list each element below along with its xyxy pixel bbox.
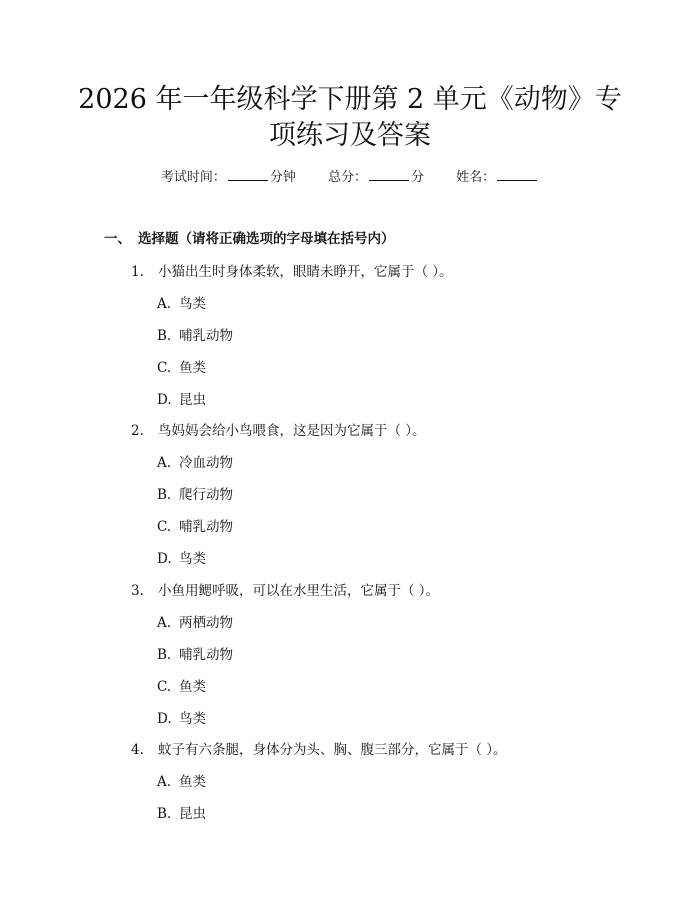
option-letter: C. <box>157 679 172 695</box>
option-letter: C. <box>157 360 172 376</box>
question-1-option-c <box>157 358 206 378</box>
question-2-option-d <box>157 549 206 569</box>
exam-time-blank <box>228 168 268 181</box>
option-letter: B. <box>157 328 172 344</box>
option-text: 鱼类 <box>179 360 206 376</box>
option-text: 鱼类 <box>179 774 206 790</box>
question-2-option-a <box>157 453 233 473</box>
total-score-blank <box>369 168 409 181</box>
question-text: 蚊子有六条腿，身体分为头、胸、腹三部分，它属于（ ）。 <box>158 742 507 758</box>
question-3-option-b <box>157 645 233 665</box>
question-number: 1. <box>131 264 144 280</box>
question-4-option-b <box>157 804 206 824</box>
total-score-unit: 分 <box>411 170 425 185</box>
option-text: 鱼类 <box>179 679 206 695</box>
option-text: 冷血动物 <box>179 455 233 471</box>
question-3-option-c <box>157 677 206 697</box>
question-number: 4. <box>131 742 144 758</box>
option-letter: D. <box>157 392 172 408</box>
question-text: 小猫出生时身体柔软，眼睛未睁开，它属于（ ）。 <box>158 264 453 280</box>
option-text: 鸟类 <box>179 711 206 727</box>
option-letter: B. <box>157 487 172 503</box>
question-3 <box>131 581 439 601</box>
option-letter: A. <box>157 774 172 790</box>
section-number: 一、 <box>104 231 131 247</box>
total-score-label: 总分： <box>327 170 367 185</box>
option-text: 爬行动物 <box>179 487 233 503</box>
student-name-label: 姓名： <box>456 170 496 185</box>
option-text: 哺乳动物 <box>179 519 233 535</box>
option-text: 昆虫 <box>179 806 206 822</box>
option-letter: A. <box>157 296 172 312</box>
question-2-option-b <box>157 485 233 505</box>
option-text: 两栖动物 <box>179 615 233 631</box>
question-1-option-d <box>157 390 206 410</box>
question-3-option-a <box>157 613 233 633</box>
exam-time-label: 考试时间： <box>160 170 226 185</box>
option-text: 鸟类 <box>179 296 206 312</box>
option-letter: C. <box>157 519 172 535</box>
option-letter: A. <box>157 455 172 471</box>
question-1-option-b <box>157 326 233 346</box>
question-2-option-c <box>157 517 233 537</box>
option-letter: D. <box>157 711 172 727</box>
question-4 <box>131 740 507 760</box>
option-letter: B. <box>157 647 172 663</box>
question-1 <box>131 262 453 282</box>
document-title-line-1: 2026 年一年级科学下册第 2 单元《动物》专 <box>78 84 622 115</box>
option-text: 哺乳动物 <box>179 647 233 663</box>
question-number: 2. <box>131 423 144 439</box>
option-letter: B. <box>157 806 172 822</box>
student-name <box>456 170 539 185</box>
question-2 <box>131 421 426 441</box>
question-text: 鸟妈妈会给小鸟喂食，这是因为它属于（ ）。 <box>158 423 426 439</box>
section-heading <box>104 229 395 249</box>
question-number: 3. <box>131 583 144 599</box>
section-title: 选择题（请将正确选项的字母填在括号内） <box>138 231 395 247</box>
option-text: 哺乳动物 <box>179 328 233 344</box>
student-name-blank <box>497 168 537 181</box>
option-text: 鸟类 <box>179 551 206 567</box>
question-3-option-d <box>157 709 206 729</box>
total-score <box>328 170 424 185</box>
option-letter: D. <box>157 551 172 567</box>
question-4-option-a <box>157 772 206 792</box>
document-title-line-2: 项练习及答案 <box>269 120 431 151</box>
question-1-option-a <box>157 294 206 314</box>
exam-time-unit: 分钟 <box>269 170 296 185</box>
option-letter: A. <box>157 615 172 631</box>
option-text: 昆虫 <box>179 392 206 408</box>
question-text: 小鱼用鳃呼吸，可以在水里生活，它属于（ ）。 <box>158 583 440 599</box>
exam-time <box>161 170 296 185</box>
exam-meta <box>0 168 700 188</box>
